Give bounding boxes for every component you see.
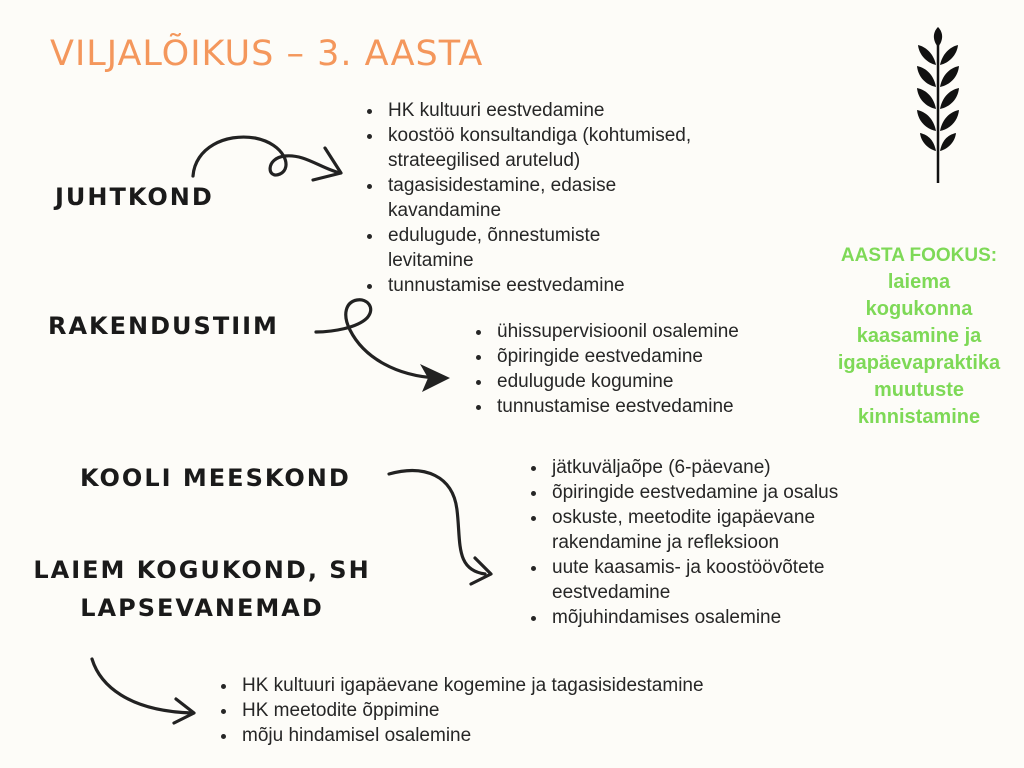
arrow-laiem-kogukond bbox=[88, 655, 208, 725]
list-item: • HK meetodite õppimine bbox=[238, 698, 704, 723]
arrow-rakendustiim bbox=[312, 292, 462, 392]
list-item: • oskuste, meetodite igapäevane rakendamine ja refleksioon bbox=[548, 505, 902, 555]
year-focus-line: kogukonna bbox=[865, 298, 973, 320]
list-item: • jätkuväljaõpe (6-päevane) bbox=[548, 455, 912, 480]
list-rakendustiim bbox=[473, 319, 739, 419]
list-item: • mõjuhindamises osalemine bbox=[548, 605, 912, 630]
group-label-line: LAPSEVANEMAD bbox=[80, 594, 324, 622]
list-kooli-meeskond bbox=[528, 455, 912, 630]
list-item: • õpiringide eestvedamine bbox=[493, 344, 739, 369]
list-item: • HK kultuuri eestvedamine bbox=[384, 98, 788, 123]
list-item: • õpiringide eestvedamine ja osalus bbox=[548, 480, 912, 505]
year-focus-line: igapäevapraktika bbox=[837, 352, 1001, 374]
group-label-juhtkond: JUHTKOND bbox=[55, 183, 214, 211]
list-item: • koostöö konsultandiga (kohtumised, strateegilised arutelud) bbox=[384, 123, 788, 173]
group-label-rakendustiim: RAKENDUSTIIM bbox=[48, 312, 279, 340]
list-item: • HK kultuuri igapäevane kogemine ja tagasisidestamine bbox=[238, 673, 704, 698]
group-label-line: LAIEM KOGUKOND, SH bbox=[33, 556, 371, 584]
year-focus-line: muutuste bbox=[874, 379, 964, 401]
list-juhtkond bbox=[364, 98, 788, 298]
page-title: VILJALÕIKUS – 3. AASTA bbox=[50, 34, 484, 74]
arrow-kooli-meeskond bbox=[385, 462, 505, 587]
list-item: • tunnustamise eestvedamine bbox=[384, 273, 788, 298]
group-label-laiem-kogukond bbox=[22, 556, 382, 622]
group-label-kooli-meeskond: KOOLI MEESKOND bbox=[80, 464, 351, 492]
list-item: • ühissupervisioonil osalemine bbox=[493, 319, 739, 344]
list-item: • edulugude, õnnestumiste levitamine bbox=[384, 223, 688, 273]
list-item: • edulugude kogumine bbox=[493, 369, 739, 394]
year-focus-label: AASTA FOOKUS: bbox=[840, 245, 998, 266]
list-item: • uute kaasamis- ja koostöövõtete eestvedamine bbox=[548, 555, 912, 605]
year-focus-line: kaasamine ja bbox=[856, 325, 982, 347]
list-item: • tagasisidestamine, edasise kavandamine bbox=[384, 173, 698, 223]
year-focus-line: kinnistamine bbox=[857, 406, 981, 428]
wheat-icon bbox=[905, 25, 975, 185]
year-focus bbox=[816, 242, 1022, 431]
list-item: • tunnustamise eestvedamine bbox=[493, 394, 739, 419]
year-focus-line: laiema bbox=[887, 271, 951, 293]
list-item: • mõju hindamisel osalemine bbox=[238, 723, 704, 748]
list-laiem-kogukond bbox=[218, 673, 704, 748]
arrow-juhtkond bbox=[185, 128, 355, 188]
